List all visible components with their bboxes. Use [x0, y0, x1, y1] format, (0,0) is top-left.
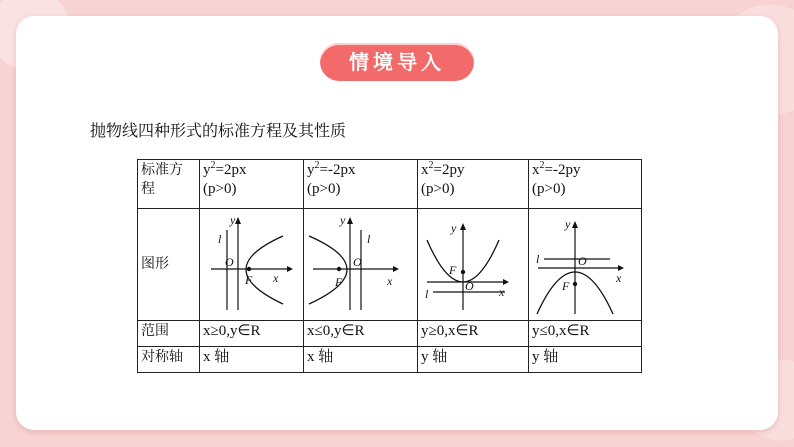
graph-row: [138, 209, 642, 321]
x-axis-arrow: [287, 266, 293, 272]
equation-cell-4: [529, 160, 642, 209]
parabola-curve: [309, 236, 347, 304]
graph-cell-3: [418, 209, 529, 321]
row-header-equation: 标准方程: [138, 160, 200, 209]
row-header-symmetry: 对称轴: [138, 347, 200, 373]
label-l: l: [425, 287, 429, 301]
graph-cell-1: [200, 209, 304, 321]
graph-cell-2: [304, 209, 418, 321]
y-axis-arrow: [347, 217, 353, 224]
range-cell-3: y≥0,x∈R: [418, 321, 529, 347]
parabola-properties-table: [137, 159, 642, 373]
symmetry-row: [138, 347, 642, 373]
label-y: y: [340, 213, 346, 227]
range-row: [138, 321, 642, 347]
label-x: x: [616, 271, 622, 285]
range-cell-2: x≤0,y∈R: [304, 321, 418, 347]
eq-rest: =2px: [215, 162, 247, 178]
row-header-graph: 图形: [138, 209, 200, 321]
parabola-down-graph: [532, 210, 638, 319]
graph-cell-4: [529, 209, 642, 321]
symmetry-cell-1: x 轴: [200, 347, 304, 373]
y-axis-arrow: [235, 217, 241, 224]
focus-point: [573, 282, 577, 286]
parabola-left-graph: [307, 210, 414, 319]
label-o: O: [353, 255, 362, 269]
equation-row: [138, 160, 642, 209]
label-l: l: [367, 232, 371, 246]
label-f: F: [245, 273, 253, 287]
range-cell-4: y≤0,x∈R: [529, 321, 642, 347]
parabola-curve: [246, 236, 283, 304]
eq-condition: (p>0): [421, 181, 455, 197]
range-cell-1: x≥0,y∈R: [200, 321, 304, 347]
label-o: O: [465, 279, 474, 293]
focus-point: [461, 270, 465, 274]
row-header-range: 范围: [138, 321, 200, 347]
parabola-up-graph: [421, 210, 525, 319]
eq-var: x: [421, 162, 429, 178]
eq-condition: (p>0): [532, 181, 566, 197]
eq-rest: =-2px: [319, 162, 356, 178]
eq-exponent: 2: [539, 160, 545, 171]
label-f: F: [335, 275, 343, 289]
label-o: O: [225, 255, 234, 269]
parabola-right-graph: [203, 210, 300, 319]
x-axis-arrow: [393, 266, 399, 272]
label-y: y: [565, 217, 571, 231]
slide-subtitle: 抛物线四种形式的标准方程及其性质: [90, 121, 347, 140]
eq-var: y: [203, 162, 211, 178]
eq-exponent: 2: [428, 160, 434, 171]
label-f: F: [449, 263, 457, 277]
eq-condition: (p>0): [203, 181, 237, 197]
label-x: x: [387, 274, 393, 288]
eq-exponent: 2: [314, 160, 320, 171]
label-y: y: [230, 213, 236, 227]
eq-condition: (p>0): [307, 181, 341, 197]
label-x: x: [273, 271, 279, 285]
eq-rest: =-2py: [544, 162, 581, 178]
label-x: x: [499, 285, 505, 299]
focus-point: [247, 267, 251, 271]
eq-exponent: 2: [210, 160, 216, 171]
label-y: y: [451, 221, 457, 235]
label-o: O: [578, 254, 587, 268]
eq-var: x: [532, 162, 540, 178]
label-f: F: [562, 279, 570, 293]
eq-var: y: [307, 162, 315, 178]
symmetry-cell-4: y 轴: [529, 347, 642, 373]
equation-cell-2: [304, 160, 418, 209]
equation-cell-1: [200, 160, 304, 209]
symmetry-cell-3: y 轴: [418, 347, 529, 373]
eq-rest: =2py: [433, 162, 465, 178]
equation-cell-3: [418, 160, 529, 209]
focus-point: [337, 267, 341, 271]
y-axis-arrow: [572, 221, 578, 228]
y-axis-arrow: [460, 223, 466, 230]
symmetry-cell-2: x 轴: [304, 347, 418, 373]
section-title-badge: 情境导入: [320, 43, 474, 81]
label-l: l: [536, 252, 540, 266]
label-l: l: [218, 232, 222, 246]
